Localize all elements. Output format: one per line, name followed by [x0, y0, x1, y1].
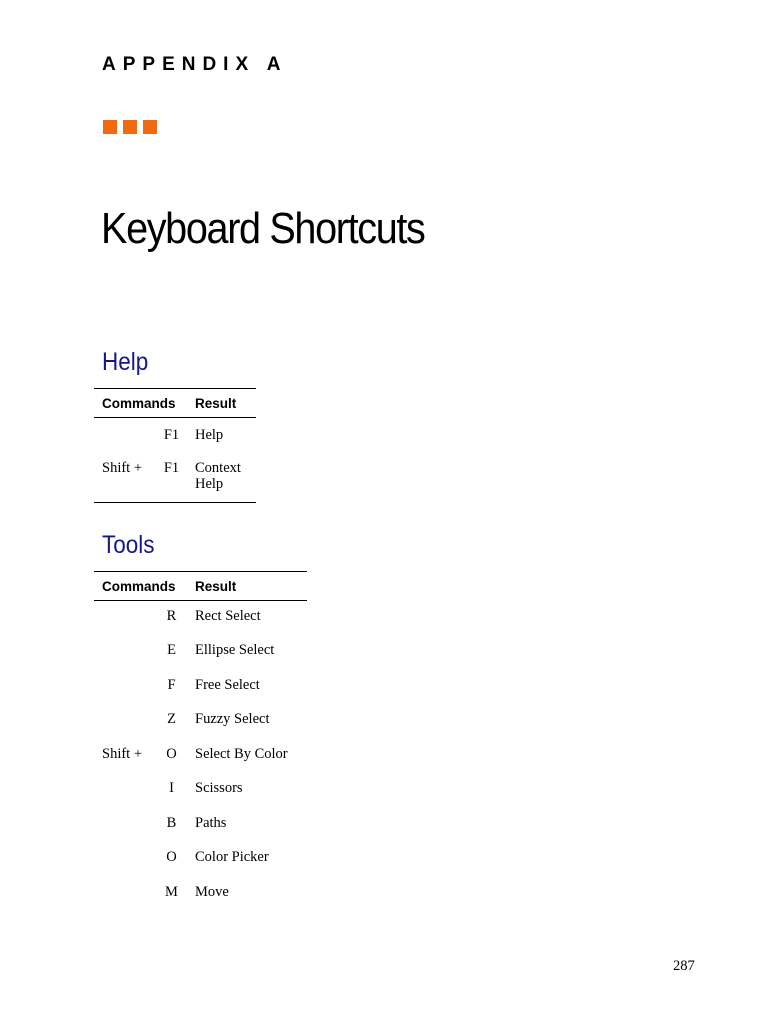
- key-cell: M: [165, 883, 178, 900]
- modifier-cell: [94, 808, 148, 843]
- result-cell: Color Picker: [195, 849, 269, 865]
- table-row: [94, 418, 256, 458]
- result-cell: Ellipse Select: [195, 642, 275, 658]
- key-cell: F1: [163, 427, 180, 443]
- result-cell: Context Help: [195, 458, 256, 503]
- table-header-row: [94, 389, 256, 418]
- modifier-cell: Shift +: [102, 745, 143, 762]
- modifier-cell: [94, 418, 148, 458]
- key-cell: E: [167, 642, 176, 658]
- column-header-result: Result: [195, 389, 256, 418]
- modifier-cell: [94, 704, 148, 739]
- column-header-commands: Commands: [94, 389, 195, 418]
- table-row: [94, 458, 256, 503]
- orange-square-icon: [143, 120, 157, 134]
- result-cell: Free Select: [195, 676, 260, 693]
- table-row: [94, 773, 307, 808]
- table-header-row: [94, 572, 307, 601]
- table-row: [94, 670, 307, 705]
- result-cell: Paths: [195, 814, 227, 831]
- key-cell: R: [166, 608, 177, 624]
- table-row: [94, 704, 307, 739]
- result-cell: Fuzzy Select: [195, 711, 270, 727]
- key-cell: I: [169, 780, 174, 796]
- key-cell: O: [166, 849, 177, 865]
- result-cell: Move: [195, 883, 229, 900]
- table-row: [94, 739, 307, 774]
- modifier-cell: [94, 635, 148, 670]
- key-cell: B: [166, 814, 177, 831]
- appendix-label: APPENDIX A: [102, 54, 288, 75]
- table-row: [94, 601, 307, 636]
- section-title-tools: Tools: [102, 531, 155, 559]
- result-cell: Rect Select: [195, 608, 261, 624]
- column-header-commands: Commands: [94, 572, 195, 601]
- key-cell: O: [166, 745, 177, 762]
- modifier-cell: [94, 670, 148, 705]
- key-cell: F: [167, 676, 176, 693]
- modifier-cell: [94, 601, 148, 636]
- key-cell: Z: [167, 711, 176, 727]
- result-cell: Scissors: [195, 780, 243, 796]
- table-row: [94, 808, 307, 843]
- result-cell: Select By Color: [195, 745, 288, 762]
- section-title-help: Help: [102, 348, 149, 376]
- page-number: 287: [673, 958, 695, 974]
- modifier-cell: [94, 773, 148, 808]
- modifier-cell: Shift +: [94, 458, 148, 503]
- table-row: [94, 842, 307, 877]
- orange-square-icon: [103, 120, 117, 134]
- orange-square-icon: [123, 120, 137, 134]
- column-header-result: Result: [195, 572, 307, 601]
- chapter-title: Keyboard Shortcuts: [101, 204, 425, 253]
- modifier-cell: [94, 842, 148, 877]
- decorative-squares: [103, 120, 157, 134]
- table-row: [94, 877, 307, 912]
- table-row: [94, 635, 307, 670]
- result-cell: Help: [195, 427, 224, 443]
- help-shortcuts-table: [94, 388, 256, 503]
- key-cell: F1: [148, 458, 195, 503]
- tools-shortcuts-table: [94, 571, 307, 911]
- modifier-cell: [94, 877, 148, 912]
